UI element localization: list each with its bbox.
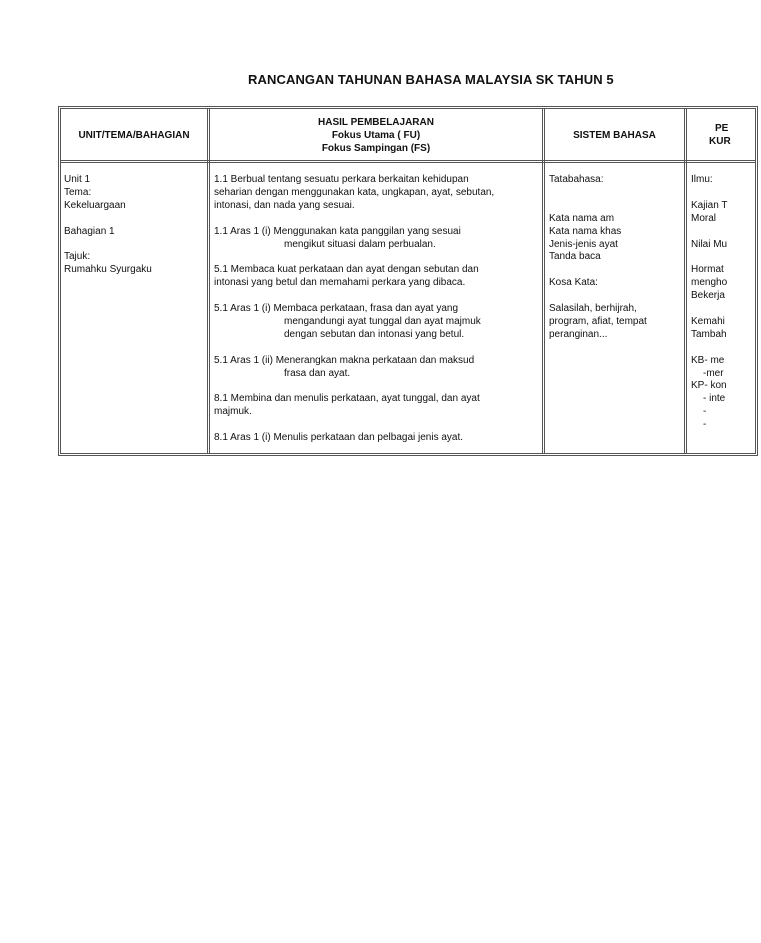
pengisian-line: - inte	[703, 393, 726, 405]
yearly-plan-table	[58, 106, 758, 456]
header-pengisian-kurikulum	[687, 122, 761, 148]
hasil-line: mengandungi ayat tunggal dan ayat majmuk	[284, 315, 481, 327]
hasil-line: intonasi yang betul dan memahami perkara yang dibaca.	[214, 277, 466, 289]
pengisian-line: KP- kon	[691, 380, 727, 392]
sistem-line: Tatabahasa:	[549, 174, 604, 185]
hasil-line: 5.1 Membaca kuat perkataan dan ayat dengan sebutan dan	[214, 264, 479, 276]
document-title: RANCANGAN TAHUNAN BAHASA MALAYSIA SK TAHUN 5	[248, 72, 614, 87]
pengisian-line: -	[703, 419, 707, 431]
pengisian-line: mengho	[691, 277, 728, 289]
pengisian-line: Bekerja	[691, 290, 725, 302]
sistem-line: Kata nama am	[549, 212, 615, 224]
pengisian-line: KB- me	[691, 354, 725, 366]
pengisian-line: -	[703, 406, 707, 418]
cell-pengisian-kurikulum	[691, 174, 758, 432]
hasil-line: 8.1 Membina dan menulis perkataan, ayat tunggal, dan ayat	[214, 393, 480, 405]
pengisian-line: Hormat	[691, 264, 724, 276]
sistem-line: Tanda baca	[549, 251, 601, 263]
header-sistem-bahasa: SISTEM BAHASA	[573, 130, 656, 141]
sistem-line: Kosa Kata:	[549, 277, 598, 289]
hasil-line: frasa dan ayat.	[284, 367, 351, 379]
hasil-line: intonasi, dan nada yang sesuai.	[214, 199, 355, 211]
pengisian-line: Kajian T	[691, 199, 728, 211]
unit-line: Rumahku Syurgaku	[64, 264, 152, 276]
header-hasil-line: HASIL PEMBELAJARAN	[318, 117, 434, 128]
header-hasil-line: Fokus Sampingan (FS)	[321, 143, 431, 154]
sistem-line: Jenis-jenis ayat	[549, 238, 618, 250]
hasil-line: 5.1 Aras 1 (ii) Menerangkan makna perkataan dan maksud	[214, 354, 475, 366]
sistem-line: peranginan...	[549, 328, 608, 340]
hasil-line: majmuk.	[214, 406, 252, 418]
header-unit: UNIT/TEMA/BAHAGIAN	[78, 130, 190, 141]
unit-line: Bahagian 1	[64, 225, 115, 237]
sistem-line: Salasilah, berhijrah,	[549, 303, 637, 314]
unit-line: Tajuk:	[64, 251, 91, 263]
header-pengisian-line: PE	[715, 123, 729, 134]
pengisian-line: Ilmu:	[691, 174, 713, 185]
pengisian-line: Moral	[691, 212, 717, 224]
header-hasil-pembelajaran	[210, 116, 542, 155]
header-pengisian-line: KUR	[709, 136, 731, 147]
cell-sistem-bahasa	[549, 174, 647, 342]
pengisian-line: Kemahi	[691, 315, 725, 327]
hasil-line: seharian dengan menggunakan kata, ungkapan, ayat, sebutan,	[214, 186, 495, 198]
sistem-line: program, afiat, tempat	[549, 315, 647, 327]
sistem-line: Kata nama khas	[549, 225, 622, 237]
header-hasil-line: Fokus Utama ( FU)	[331, 130, 421, 141]
hasil-line: dengan sebutan dan intonasi yang betul.	[284, 328, 465, 340]
pengisian-line: Nilai Mu	[691, 238, 728, 250]
pengisian-line: -mer	[703, 367, 724, 379]
cell-unit	[64, 174, 152, 277]
cell-hasil-pembelajaran	[214, 174, 494, 445]
unit-line: Unit 1	[64, 174, 91, 185]
pengisian-line: Tambah	[691, 328, 727, 340]
unit-line: Tema:	[64, 186, 92, 198]
header-divider	[61, 160, 755, 163]
hasil-line: 8.1 Aras 1 (i) Menulis perkataan dan pelbagai jenis ayat.	[214, 432, 464, 444]
unit-line: Kekeluargaan	[64, 199, 126, 211]
hasil-line: 1.1 Aras 1 (i) Menggunakan kata panggilan yang sesuai	[214, 225, 461, 237]
hasil-line: 5.1 Aras 1 (i) Membaca perkataan, frasa dan ayat yang	[214, 303, 459, 315]
hasil-line: 1.1 Berbual tentang sesuatu perkara berkaitan kehidupan	[214, 174, 469, 185]
hasil-line: mengikut situasi dalam perbualan.	[284, 238, 436, 250]
